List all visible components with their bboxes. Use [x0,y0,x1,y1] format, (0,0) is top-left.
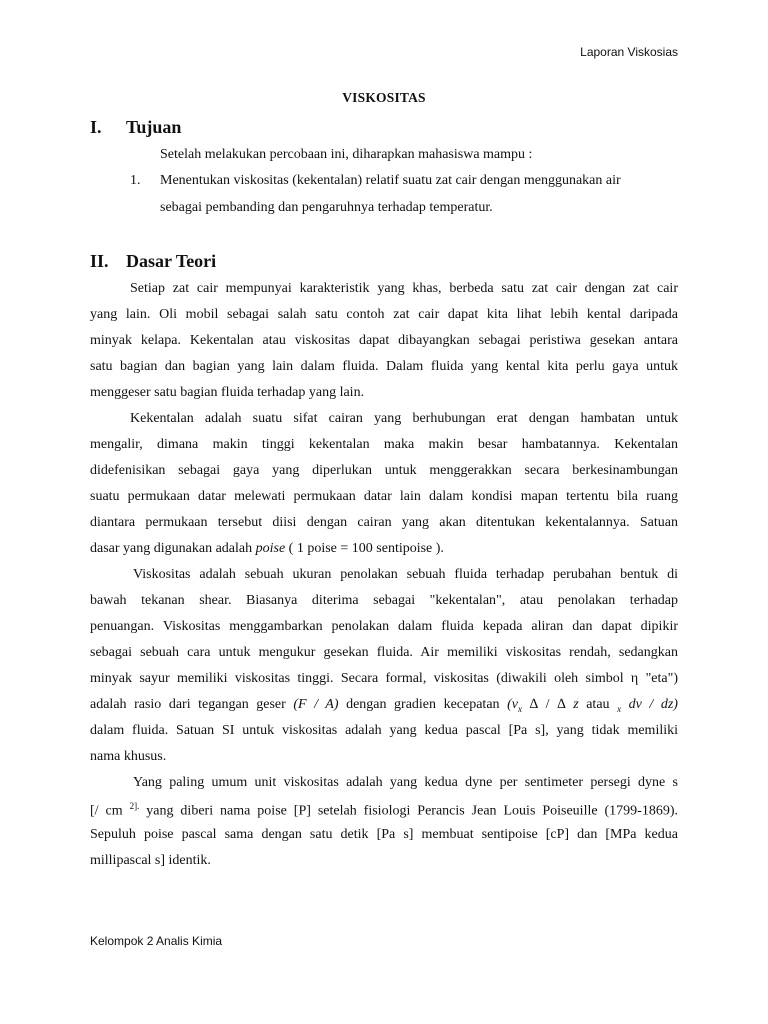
paragraph-line: menggeser satu bagian fluida terhadap yang lain. [90,385,365,400]
list-item-number: 1. [130,173,141,188]
section-title: Tujuan [126,117,182,137]
paragraph-line: mengalir, dimana makin tinggi kekentalan maka makin besar hambatannya. Kekentalan [90,437,678,452]
text-run: yang diberi nama poise [P] setelah fisiologi Perancis Jean Louis Poiseuille (1799-1869). [139,803,678,819]
running-header: Laporan Viskosias [580,45,678,59]
paragraph-line-formula [90,697,678,714]
section-heading-dasar-teori [90,251,216,272]
formula-z: z [573,697,579,712]
section-number: II. [90,251,109,271]
formula-derivative: dv / dz) [621,697,678,712]
running-footer: Kelompok 2 Analis Kimia [90,934,223,948]
paragraph-line: Kekentalan adalah suatu sifat cairan yang berhubungan erat dengan hambatan untuk [130,411,678,426]
paragraph-line: satu bagian dan bagian yang lain dalam fluida. Dalam fluida yang kental kita perlu gaya untuk [90,359,678,374]
paragraph-line: sebagai sebuah cara untuk mengukur gesekan fluida. Air memiliki viskositas rendah, sedangkan [90,645,678,660]
paragraph-line: millipascal s] identik. [90,853,211,868]
paragraph-line: diantara permukaan tersebut diisi dengan cairan yang akan ditentukan kekentalannya. Satuan [90,515,678,530]
paragraph-line [90,541,678,557]
text-run: dasar yang digunakan adalah [90,541,256,556]
text-run: dengan gradien kecepatan [338,697,508,712]
paragraph-line: penuangan. Viskositas menggambarkan penolakan dalam fluida kepada aliran dan dapat dipikir [90,619,678,634]
text-run: atau [578,697,618,712]
paragraph-line: minyak kelapa. Kekentalan atau viskositas dapat dibayangkan sebagai peristiwa gesekan antara [90,333,678,348]
formula-velocity: (v [507,697,518,712]
paragraph-line: nama khusus. [90,749,167,764]
paragraph-line: bawah tekanan shear. Biasanya diterima sebagai "kekentalan", atau penolakan terhadap [90,593,678,608]
text-run: [/ cm [90,803,130,819]
paragraph-line: Sepuluh poise pascal sama dengan satu detik [Pa s] membuat sentipoise [cP] dan [MPa kedua [90,827,678,842]
paragraph-line: Yang paling umum unit viskositas adalah yang kedua dyne per sentimeter persegi dyne s [133,775,678,790]
formula-subscript: x [517,703,522,714]
paragraph-line: yang lain. Oli mobil sebagai salah satu contoh zat cair dapat kita lihat lebih kental daripada [90,307,678,322]
section-number: I. [90,117,102,137]
text-run: ( 1 poise = 100 sentipoise ). [285,541,444,556]
section-heading-tujuan [90,117,181,138]
section-title: Dasar Teori [126,251,217,271]
superscript: 2]. [129,801,140,811]
list-item-text: Menentukan viskositas (kekentalan) relatif suatu zat cair dengan menggunakan air [160,173,621,188]
paragraph-line: suatu permukaan datar melewati permukaan datar lain dalam kondisi mapan tertentu bila ruang [90,489,678,504]
paragraph-line: minyak sayur memiliki viskositas tinggi. Secara formal, viskositas (diwakili oleh simbol η "eta") [90,671,678,686]
paragraph-line: dalam fluida. Satuan SI untuk viskositas adalah yang kedua pascal [Pa s], yang tidak memiliki [90,723,678,738]
document-title: VISKOSITAS [342,90,426,105]
formula-shear-stress: (F / A) [293,697,339,712]
paragraph-line-superscript [90,801,678,820]
paragraph-line: didefenisikan sebagai gaya yang diperlukan untuk menggerakkan secara berkesinambungan [90,463,678,478]
italic-term: poise [255,541,286,556]
list-item-text-cont: sebagai pembanding dan pengaruhnya terhadap temperatur. [160,200,493,215]
formula-subscript: x [617,703,622,714]
tujuan-intro: Setelah melakukan percobaan ini, diharapkan mahasiswa mampu : [160,147,533,162]
text-run: adalah rasio dari tegangan geser [90,697,294,712]
paragraph-line: Setiap zat cair mempunyai karakteristik yang khas, berbeda satu zat cair dengan zat cair [130,281,678,296]
paragraph-line: Viskositas adalah sebuah ukuran penolakan sebuah fluida terhadap perubahan bentuk di [133,567,678,582]
formula-delta: ∆ / ∆ [521,697,574,712]
